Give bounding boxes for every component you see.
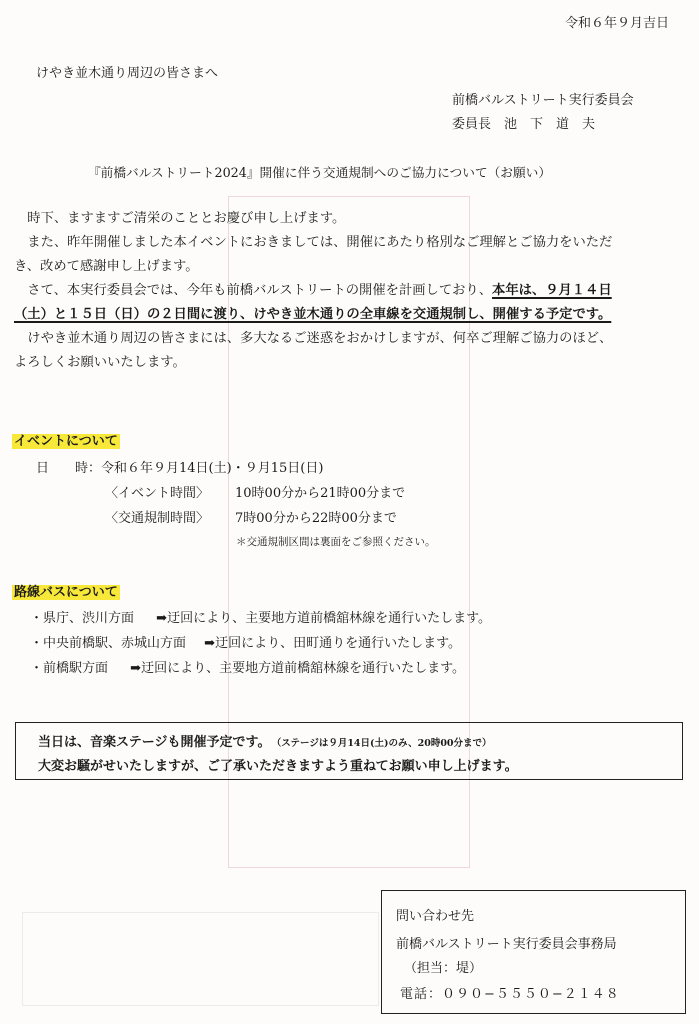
stage-notice-box bbox=[15, 722, 683, 780]
stage-notice-line: 当日は、音楽ステージも開催予定です。 （ステージは９月14日(土)のみ、20時00分まで） bbox=[38, 735, 492, 750]
bus-route-row bbox=[30, 632, 461, 651]
event-date-row bbox=[36, 457, 323, 476]
event-heading: イベントについて bbox=[14, 434, 118, 449]
bus-route-detail: 迂回により、田町通りを通行いたします。 bbox=[215, 636, 462, 651]
subject-line: 『前橋バルストリート2024』開催に伴う交通規制へのご協力について（お願い） bbox=[88, 165, 552, 180]
traffic-area-note: ＊交通規制区間は裏面をご参照ください。 bbox=[236, 536, 436, 548]
bus-heading: 路線バスについて bbox=[14, 585, 118, 600]
contact-box bbox=[381, 890, 686, 1014]
arrow-right-icon: ➡ bbox=[130, 661, 142, 676]
sender-chair: 委員長 池 下 道 夫 bbox=[452, 117, 596, 132]
contact-phone: 電話：０９０−５５５０−２１４８ bbox=[400, 987, 620, 1002]
bus-route-direction: ・中央前橋駅、赤城山方面 bbox=[30, 636, 187, 651]
bus-route-detail: 迂回により、主要地方道前橋舘林線を通行いたします。 bbox=[167, 611, 492, 626]
traffic-time-value: 7時00分から22時00分まで bbox=[235, 511, 397, 526]
bus-route-row bbox=[30, 657, 465, 676]
bus-route-direction: ・県庁、渋川方面 bbox=[30, 611, 135, 626]
stage-notice-small: （ステージは９月14日(土)のみ、20時00分まで） bbox=[276, 738, 492, 749]
event-time-value: 10時00分から21時00分まで bbox=[235, 486, 406, 501]
traffic-time-label: 〈交通規制時間〉 bbox=[105, 511, 210, 526]
plan-emphasis: 本年は、９月１４日 bbox=[492, 283, 612, 298]
contact-office: 前橋バルストリート実行委員会事務局 bbox=[396, 937, 617, 952]
event-time-label: 〈イベント時間〉 bbox=[105, 486, 210, 501]
event-date-label: 日 時： bbox=[36, 461, 102, 476]
plan-paragraph-cont bbox=[14, 303, 682, 327]
plan-emphasis-cont: （土）と１５日（日）の２日間に渡り、けやき並木通りの全車線を交通規制し、開催する予定です。 bbox=[14, 307, 612, 322]
event-date-value: 令和６年９月14日(土)・９月15日(日) bbox=[101, 461, 324, 476]
thanks-paragraph-cont: き、改めて感謝申し上げます。 bbox=[14, 259, 199, 274]
bus-route-detail: 迂回により、主要地方道前橋舘林線を通行いたします。 bbox=[141, 661, 466, 676]
apology-line: 大変お騒がせいたしますが、ご了承いただきますよう重ねてお願い申し上げます。 bbox=[38, 759, 518, 774]
recipient: けやき並木通り周辺の皆さまへ bbox=[36, 66, 219, 81]
issue-date: 令和６年９月吉日 bbox=[564, 16, 669, 31]
contact-title: 問い合わせ先 bbox=[396, 909, 475, 924]
sender-organization: 前橋バルストリート実行委員会 bbox=[452, 93, 634, 108]
request-paragraph-cont: よろしくお願いいたします。 bbox=[14, 355, 186, 370]
bus-route-direction: ・前橋駅方面 bbox=[30, 661, 109, 676]
arrow-right-icon: ➡ bbox=[204, 636, 216, 651]
arrow-right-icon: ➡ bbox=[156, 611, 168, 626]
bus-route-row bbox=[30, 607, 491, 626]
thanks-paragraph: また、昨年開催しました本イベントにおきましては、開催にあたり格別なご理解とご協力をいただ bbox=[27, 235, 613, 250]
bleed-through-strip bbox=[22, 912, 379, 1006]
request-paragraph: けやき並木通り周辺の皆さまには、多大なるご迷惑をおかけしますが、何卒ご理解ご協力のほど、 bbox=[27, 331, 613, 346]
letter-body bbox=[14, 207, 682, 375]
contact-person: （担当：堤） bbox=[404, 961, 483, 976]
plan-paragraph: さて、本実行委員会では、今年も前橋バルストリートの開催を計画しており、本年は、９月１４日 bbox=[27, 283, 612, 298]
greeting-paragraph: 時下、ますますご清栄のこととお慶び申し上げます。 bbox=[27, 211, 346, 226]
